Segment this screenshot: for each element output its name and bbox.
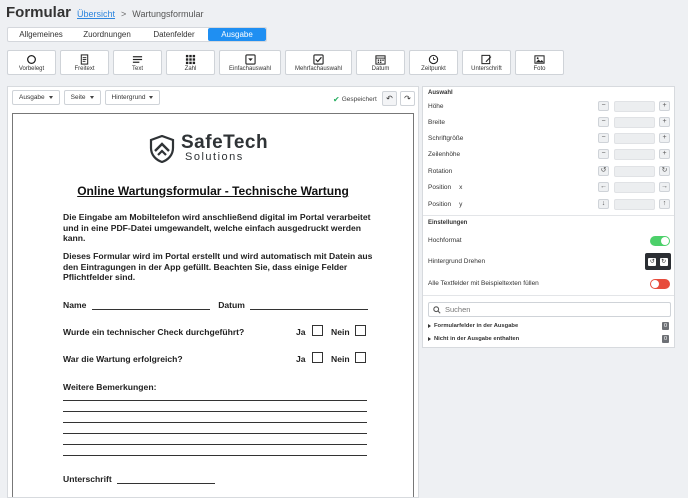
file-text-icon bbox=[79, 54, 90, 65]
toggle-knob bbox=[651, 280, 659, 288]
tool-label: Freitext bbox=[74, 65, 95, 72]
tool-unterschrift-button[interactable] bbox=[462, 50, 511, 75]
search-icon bbox=[433, 306, 441, 314]
tab-bar bbox=[7, 27, 267, 42]
prop-breite-label: Breite bbox=[428, 119, 445, 126]
prop-position-y-label bbox=[428, 201, 462, 208]
caret-down-icon bbox=[149, 96, 153, 99]
breite-decrease-button[interactable]: − bbox=[598, 117, 609, 127]
tab-zuordnungen[interactable]: Zuordnungen bbox=[83, 30, 131, 39]
tool-label: Zeitpunkt bbox=[421, 65, 446, 72]
position-label: Position bbox=[428, 184, 452, 191]
undo-button[interactable] bbox=[382, 91, 397, 106]
intro-paragraph-2: Dieses Formular wird im Portal erstellt und wird automatisch mit Datein aus den Eintragungen in der App gefüllt. Beachten Sie, dass einige Felder Pflichtfelder sind. bbox=[63, 251, 373, 282]
tool-label: Vorbelegt bbox=[18, 65, 45, 72]
tool-zahl-button[interactable] bbox=[166, 50, 215, 75]
tool-freitext-button[interactable] bbox=[60, 50, 109, 75]
section-divider bbox=[423, 295, 674, 296]
image-icon bbox=[534, 54, 545, 65]
tool-label: Foto bbox=[533, 65, 546, 72]
dropdown-icon bbox=[245, 54, 256, 65]
search-placeholder: Suchen bbox=[445, 305, 471, 314]
position-y-input[interactable] bbox=[614, 199, 655, 210]
prop-zeilenhoehe-label: Zeilenhöhe bbox=[428, 151, 461, 158]
breadcrumb-overview-link[interactable]: Übersicht bbox=[77, 9, 116, 19]
position-y-down-button[interactable]: ↓ bbox=[598, 199, 609, 209]
toggle-knob bbox=[661, 237, 669, 245]
question-2-label: War die Wartung erfolgreich? bbox=[63, 354, 183, 364]
auswahl-section-title: Auswahl bbox=[428, 90, 453, 96]
tree-item-label: Formularfelder in der Ausgabe bbox=[434, 323, 519, 329]
q1-ja-checkbox[interactable] bbox=[312, 325, 323, 336]
position-x-right-button[interactable]: → bbox=[661, 183, 668, 190]
clock-icon bbox=[428, 54, 439, 65]
remarks-line[interactable] bbox=[63, 400, 367, 401]
fill-examples-label: Alle Textfelder mit Beispieltexten füllen bbox=[428, 280, 539, 287]
prop-hoehe-label: Höhe bbox=[428, 103, 444, 110]
date-line[interactable] bbox=[250, 301, 368, 310]
prop-position-x-label bbox=[428, 184, 462, 191]
page-header bbox=[6, 4, 203, 24]
axis-y-label: y bbox=[459, 201, 463, 208]
company-logo bbox=[149, 134, 268, 163]
saved-label: Gespeichert bbox=[341, 96, 377, 103]
zeilenhoehe-input[interactable] bbox=[614, 149, 655, 160]
canvas-panel bbox=[7, 86, 419, 498]
document-title: Online Wartungsformular - Technische Wartung bbox=[77, 184, 349, 198]
signature-icon bbox=[481, 54, 492, 65]
q2-nein-label: Nein bbox=[331, 354, 350, 364]
einstellungen-section-title: Einstellungen bbox=[428, 220, 468, 226]
date-label: Datum bbox=[218, 300, 245, 310]
breadcrumb-separator: > bbox=[121, 9, 127, 19]
count-badge: 0 bbox=[663, 336, 668, 342]
tab-ausgabe[interactable]: Ausgabe bbox=[208, 28, 266, 41]
calendar-icon bbox=[375, 54, 386, 65]
hoehe-decrease-button[interactable]: − bbox=[598, 101, 609, 111]
logo-sub-text: Solutions bbox=[185, 151, 244, 163]
name-line[interactable] bbox=[92, 301, 210, 310]
remarks-line[interactable] bbox=[63, 444, 367, 445]
tool-vorbelegt-button[interactable] bbox=[7, 50, 56, 75]
tree-item-in-output[interactable] bbox=[428, 323, 518, 329]
schriftgroesse-input[interactable] bbox=[614, 133, 655, 144]
saved-status bbox=[333, 95, 377, 104]
remarks-line[interactable] bbox=[63, 433, 367, 434]
properties-panel bbox=[422, 86, 675, 348]
text-lines-icon bbox=[132, 54, 143, 65]
background-rotate-group bbox=[645, 253, 671, 270]
tool-label: Einfachauswahl bbox=[228, 65, 272, 72]
tool-datum-button[interactable] bbox=[356, 50, 405, 75]
breite-input[interactable] bbox=[614, 117, 655, 128]
tool-label: Mehrfachauswahl bbox=[294, 65, 343, 72]
hintergrund-drehen-label: Hintergrund Drehen bbox=[428, 258, 486, 265]
tree-item-label: Nicht in der Ausgabe enthalten bbox=[434, 336, 520, 342]
rotate-cw-button[interactable]: ↻ bbox=[659, 166, 670, 176]
expand-arrow-icon bbox=[428, 324, 431, 328]
rotate-background-left-button[interactable]: ↺ bbox=[649, 258, 655, 265]
schriftgroesse-increase-button[interactable]: + bbox=[659, 133, 670, 143]
tool-mehrfachauswahl-button[interactable] bbox=[285, 50, 352, 75]
checkbox-icon bbox=[313, 54, 324, 65]
q2-ja-label: Ja bbox=[296, 354, 306, 364]
shield-logo-icon bbox=[149, 135, 175, 163]
hoehe-input[interactable] bbox=[614, 101, 655, 112]
tool-label: Zahl bbox=[184, 65, 197, 72]
hochformat-toggle[interactable] bbox=[650, 236, 670, 246]
prop-rotation-label: Rotation bbox=[428, 168, 453, 175]
dropdown-label: Seite bbox=[70, 94, 86, 101]
check-icon: ✔ bbox=[333, 95, 340, 104]
hoehe-increase-button[interactable]: + bbox=[659, 101, 670, 111]
dropdown-label: Hintergrund bbox=[111, 94, 146, 101]
q2-nein-checkbox[interactable] bbox=[355, 352, 366, 363]
prop-schriftgroesse-label: Schriftgröße bbox=[428, 135, 464, 142]
dropdown-label: Ausgabe bbox=[19, 94, 45, 101]
expand-arrow-icon bbox=[428, 337, 431, 341]
tool-text-button[interactable] bbox=[113, 50, 162, 75]
position-label: Position bbox=[428, 201, 452, 208]
q1-nein-checkbox[interactable] bbox=[355, 325, 366, 336]
page-title: Formular bbox=[6, 4, 72, 21]
document-page bbox=[12, 113, 414, 498]
section-divider bbox=[423, 215, 674, 216]
tool-label: Text bbox=[131, 65, 143, 72]
rotation-input[interactable] bbox=[614, 166, 655, 177]
field-toolbar bbox=[7, 50, 564, 75]
seite-dropdown[interactable] bbox=[64, 90, 101, 105]
breadcrumb-current: Wartungsformular bbox=[132, 9, 204, 19]
signature-row bbox=[63, 474, 215, 484]
position-y-up-button[interactable]: ↑ bbox=[659, 199, 670, 209]
undo-icon: ↶ bbox=[386, 94, 393, 103]
tool-einfachauswahl-button[interactable] bbox=[219, 50, 281, 75]
remarks-line[interactable] bbox=[63, 422, 367, 423]
redo-icon: ↷ bbox=[404, 94, 411, 103]
rotate-ccw-button[interactable]: ↺ bbox=[598, 166, 609, 176]
signature-label: Unterschrift bbox=[63, 474, 112, 484]
q1-ja-label: Ja bbox=[296, 327, 306, 337]
position-x-left-button[interactable]: ← bbox=[600, 183, 607, 190]
breite-increase-button[interactable]: + bbox=[659, 117, 670, 127]
intro-paragraph-1: Die Eingabe am Mobiltelefon wird anschließend digital im Portal verarbeitet und in eine PDF-Datei umgewandelt, welche einfach ausgedruckt werden kann. bbox=[63, 212, 371, 243]
ausgabe-dropdown[interactable] bbox=[12, 90, 60, 105]
position-x-input[interactable] bbox=[614, 182, 655, 193]
q2-ja-checkbox[interactable] bbox=[312, 352, 323, 363]
name-label: Name bbox=[63, 300, 87, 310]
redo-button[interactable] bbox=[400, 91, 415, 106]
q1-nein-label: Nein bbox=[331, 327, 350, 337]
tool-foto-button[interactable] bbox=[515, 50, 564, 75]
schriftgroesse-decrease-button[interactable]: − bbox=[598, 133, 609, 143]
fill-examples-toggle[interactable] bbox=[650, 279, 670, 289]
caret-down-icon bbox=[49, 96, 53, 99]
logo-main-text: SafeTech bbox=[181, 132, 269, 153]
tab-allgemeines[interactable]: Allgemeines bbox=[19, 30, 63, 39]
count-badge: 0 bbox=[663, 323, 668, 329]
hochformat-label: Hochformat bbox=[428, 237, 462, 244]
hintergrund-dropdown[interactable] bbox=[105, 90, 161, 105]
circle-icon bbox=[26, 54, 37, 65]
signature-line[interactable] bbox=[117, 475, 215, 484]
tool-label: Datum bbox=[371, 65, 390, 72]
zeilenhoehe-increase-button[interactable]: + bbox=[659, 149, 670, 159]
question-1-label: Wurde ein technischer Check durchgeführt? bbox=[63, 327, 245, 337]
remarks-line[interactable] bbox=[63, 411, 367, 412]
zeilenhoehe-decrease-button[interactable]: − bbox=[598, 149, 609, 159]
grid-icon bbox=[185, 54, 196, 65]
canvas-controls bbox=[12, 90, 160, 105]
field-search-input[interactable] bbox=[428, 302, 671, 317]
name-date-row bbox=[63, 300, 368, 310]
remarks-label: Weitere Bemerkungen: bbox=[63, 382, 157, 392]
caret-down-icon bbox=[90, 96, 94, 99]
remarks-line[interactable] bbox=[63, 455, 367, 456]
tree-item-not-in-output[interactable] bbox=[428, 336, 519, 342]
rotate-background-right-button[interactable]: ↻ bbox=[661, 258, 667, 265]
tab-datenfelder[interactable]: Datenfelder bbox=[153, 30, 195, 39]
tool-zeitpunkt-button[interactable] bbox=[409, 50, 458, 75]
axis-x-label: x bbox=[459, 184, 463, 191]
tool-label: Unterschrift bbox=[471, 65, 502, 72]
